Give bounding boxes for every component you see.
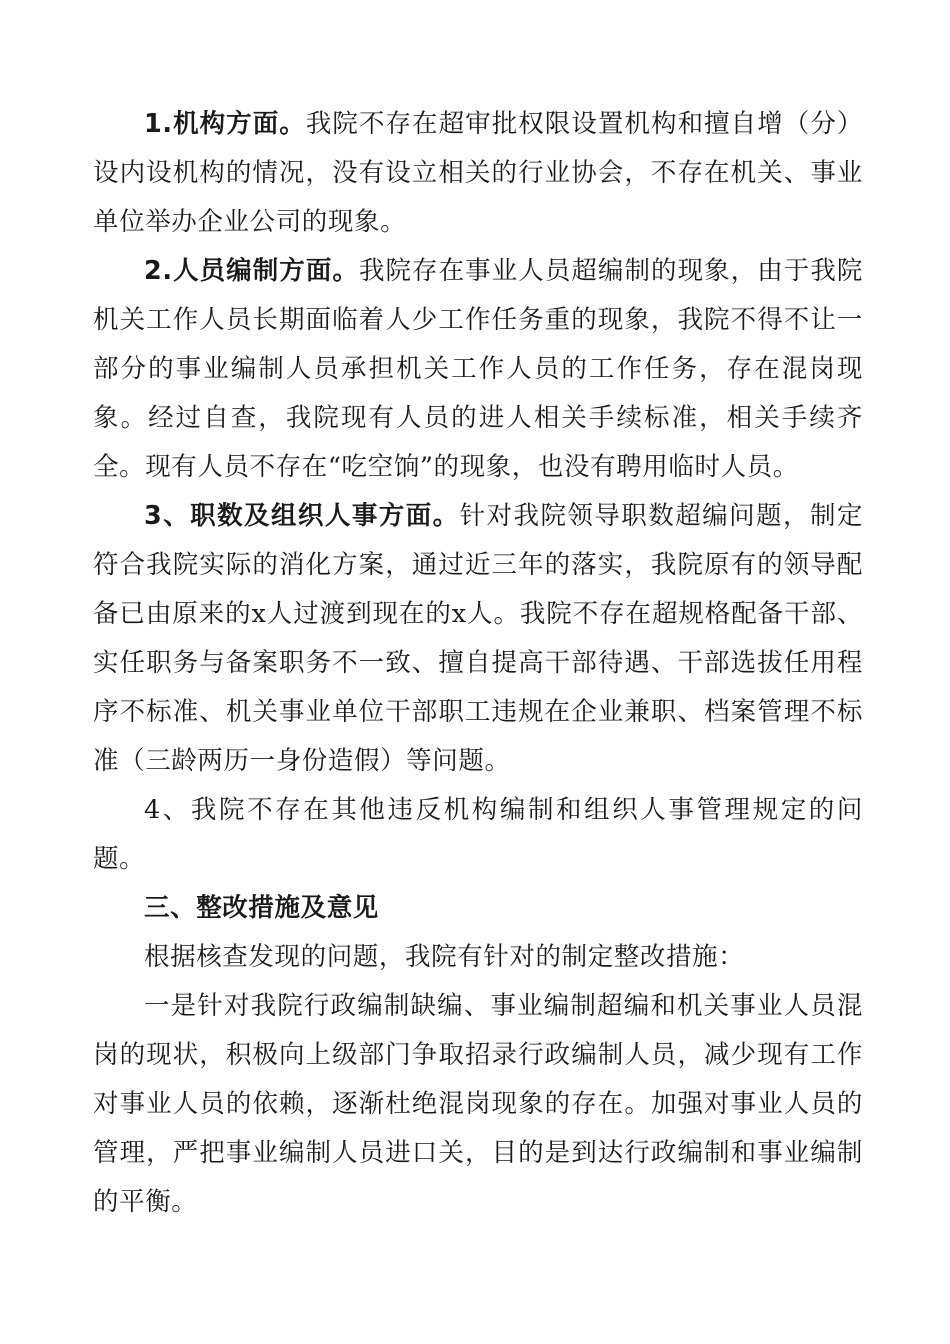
paragraph-text: 我院存在事业人员超编制的现象，由于我院机关工作人员长期面临着人少工作任务重的现象，我院不得不让一部分的事业编制人员承担机关工作人员的工作任务，存在混岗现象。经过自查，我院现有人员的进人相关手续标准，相关手续齐全。现有人员不存在“吃空饷”的现象，也没有聘用临时人员。 [93,256,863,482]
paragraph-measure-one: 一是针对我院行政编制缺编、事业编制超编和机关事业人员混岗的现状，积极向上级部门争取招录行政编制人员，减少现有工作对事业人员的依赖，逐渐杜绝混岗现象的存在。加强对事业人员的管理，严把事业编制人员进口关，目的是到达行政编制和事业编制的平衡。 [93,991,863,1217]
paragraph-text: 我院不存在超审批权限设置机构和擅自增（分）设内设机构的情况，没有设立相关的行业协会，不存在机关、事业单位举办企业公司的现象。 [93,109,863,237]
paragraph-staffing [93,247,863,492]
paragraph-lead: 1.机构方面。 [144,109,306,139]
paragraph-positions [93,492,863,786]
section-heading: 三、整改措施及意见 [144,893,379,923]
paragraph-lead: 2.人员编制方面。 [144,256,359,286]
paragraph-text: 针对我院领导职数超编问题，制定符合我院实际的消化方案，通过近三年的落实，我院原有的领导配备已由原来的x人过渡到现在的x人。我院不存在超规格配备干部、实任职务与备案职务不一致、擅自提高干部待遇、干部选拔任用程序不标准、机关事业单位干部职工违规在企业兼职、档案管理不标准（三龄两历一身份造假）等问题。 [93,501,863,776]
document-body [93,100,863,1227]
paragraph-other-issues: 4、我院不存在其他违反机构编制和组织人事管理规定的问题。 [93,795,863,874]
paragraph-institutions [93,100,863,247]
paragraph-lead: 3、职数及组织人事方面。 [144,501,460,531]
paragraph-intro: 根据核查发现的问题，我院有针对的制定整改措施： [144,942,745,972]
